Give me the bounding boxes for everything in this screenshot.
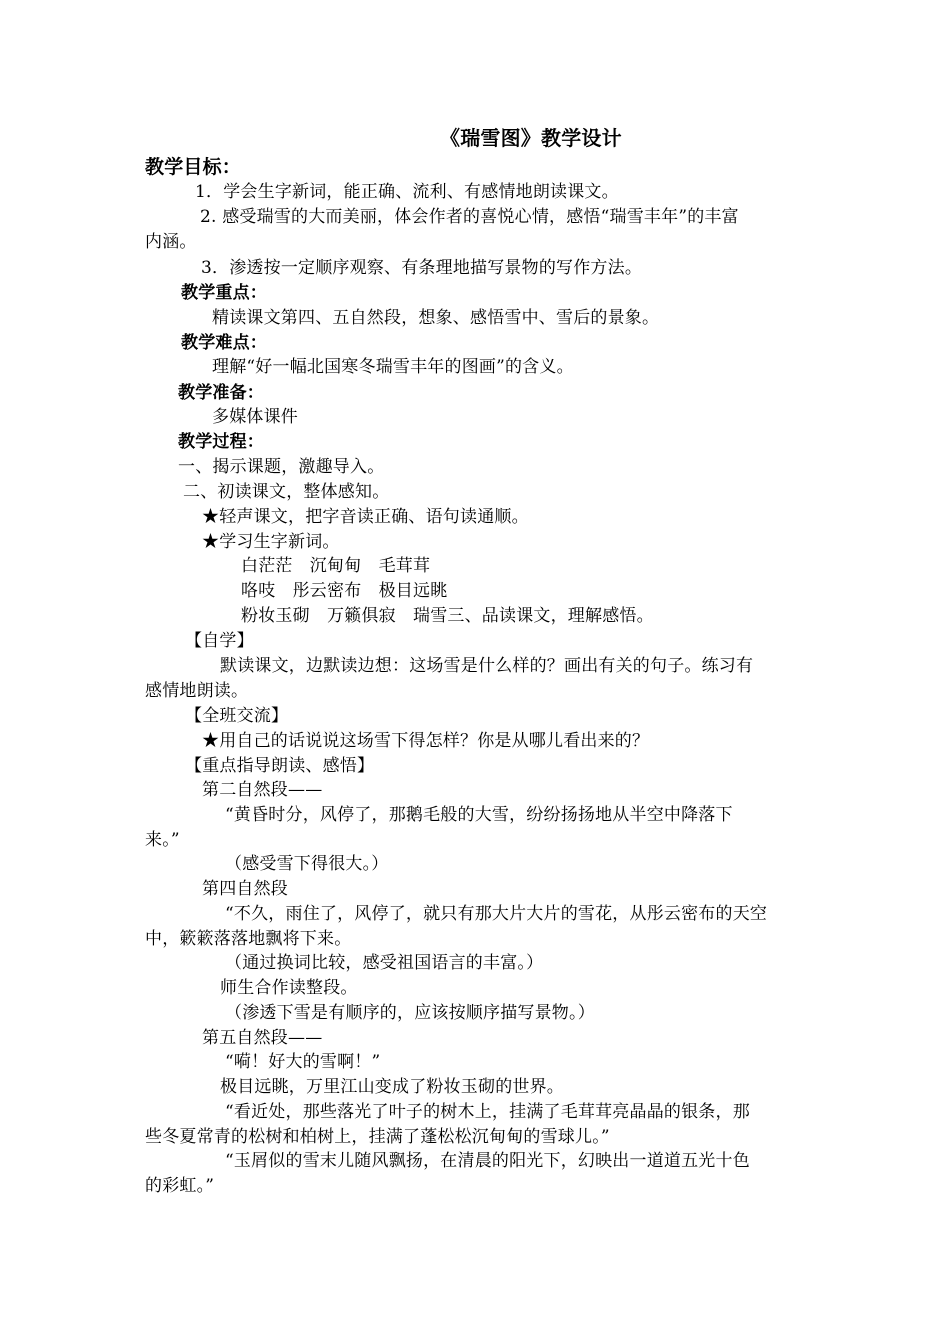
vocab-line-3: 粉妆玉砌 万籁俱寂 瑞雪三、品读课文，理解感悟。 (241, 606, 654, 626)
step-1: 一、揭示课题，激趣导入。 (178, 457, 385, 477)
difficulty-text: 理解“好一幅北国寒冬瑞雪丰年的图画”的含义。 (212, 357, 574, 377)
para5-line-2: 极目远眺，万里江山变成了粉妆玉砌的世界。 (220, 1077, 564, 1097)
prep-heading: 教学准备： (178, 383, 264, 403)
class-share-label: 【全班交流】 (185, 706, 289, 726)
star-item-3: ★用自己的话说说这场雪下得怎样？你是从哪儿看出来的？ (202, 731, 650, 751)
vocab-line-2: 咯吱 彤云密布 极目远眺 (241, 581, 448, 601)
goals-heading: 教学目标： (145, 156, 242, 178)
goal-3: 3．渗透按一定顺序观察、有条理地描写景物的写作方法。 (201, 258, 643, 278)
self-study-label: 【自学】 (185, 631, 254, 651)
key-text: 精读课文第四、五自然段，想象、感悟雪中、雪后的景象。 (212, 308, 660, 328)
para5-quote-1: “嗬！好大的雪啊！” (225, 1052, 381, 1072)
star-item-2: ★学习生字新词。 (202, 532, 340, 552)
document-title: 《瑞雪图》教学设计 (440, 126, 622, 150)
para4-label: 第四自然段 (202, 879, 288, 899)
para5-label: 第五自然段—— (202, 1028, 323, 1048)
guide-label: 【重点指导朗读、感悟】 (185, 756, 375, 776)
para2-quote-line-1: “黄昏时分，风停了，那鹅毛般的大雪，纷纷扬扬地从半空中降落下 (225, 805, 733, 825)
process-heading: 教学过程： (178, 432, 264, 452)
goal-1: 1．学会生字新词，能正确、流利、有感情地朗读课文。 (195, 182, 619, 202)
para2-quote-line-2: 来。” (145, 830, 180, 850)
para2-label: 第二自然段—— (202, 780, 323, 800)
self-study-line-2: 感情地朗读。 (145, 681, 249, 701)
para2-note: （感受雪下得很大。） (225, 854, 389, 874)
star-item-1: ★轻声课文，把字音读正确、语句读通顺。 (202, 507, 529, 527)
goal-2-line-1: 2. 感受瑞雪的大而美丽，体会作者的喜悦心情，感悟“瑞雪丰年”的丰富 (200, 207, 739, 227)
para4-read: 师生合作读整段。 (220, 978, 358, 998)
goal-2-line-2: 内涵。 (145, 232, 197, 252)
para5-quote-4-line-2: 的彩虹。” (145, 1176, 215, 1196)
step-2: 二、初读课文，整体感知。 (183, 482, 390, 502)
self-study-line-1: 默读课文，边默读边想：这场雪是什么样的？画出有关的句子。练习有 (220, 656, 754, 676)
para4-quote-line-2: 中，簌簌落落地飘将下来。 (145, 929, 352, 949)
vocab-line-1: 白茫茫 沉甸甸 毛茸茸 (241, 556, 431, 576)
key-heading: 教学重点： (181, 283, 267, 303)
para4-quote-line-1: “不久，雨住了，风停了，就只有那大片大片的雪花，从彤云密布的天空 (225, 904, 768, 924)
para5-quote-4-line-1: “玉屑似的雪末儿随风飘扬，在清晨的阳光下，幻映出一道道五光十色 (225, 1151, 750, 1171)
para5-quote-3-line-1: “看近处，那些落光了叶子的树木上，挂满了毛茸茸亮晶晶的银条，那 (225, 1102, 750, 1122)
difficulty-heading: 教学难点： (181, 333, 267, 353)
para5-quote-3-line-2: 些冬夏常青的松树和柏树上，挂满了蓬松松沉甸甸的雪球儿。” (145, 1127, 610, 1147)
para4-note-2: （渗透下雪是有顺序的，应该按顺序描写景物。） (225, 1003, 595, 1023)
para4-note: （通过换词比较，感受祖国语言的丰富。） (225, 953, 544, 973)
prep-text: 多媒体课件 (212, 407, 298, 427)
